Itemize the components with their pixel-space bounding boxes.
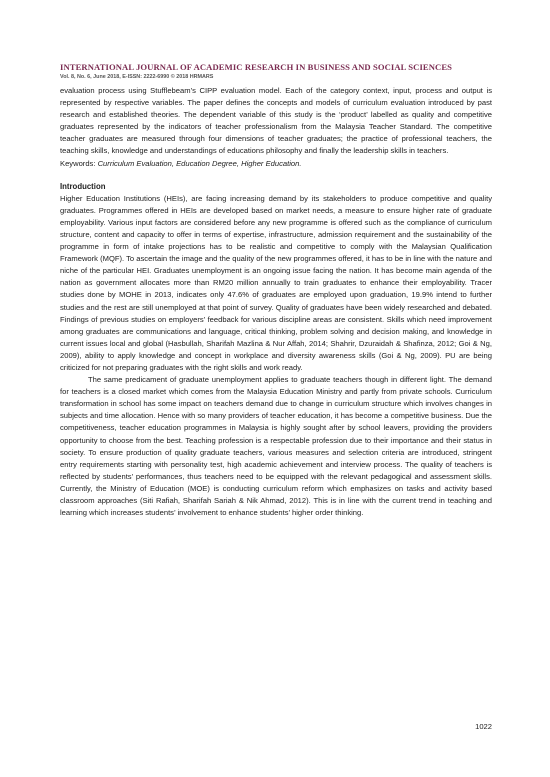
keywords — [60, 158, 492, 170]
page-number: 1022 — [475, 722, 492, 731]
issue-line: Vol. 8, No. 6, June 2018, E-ISSN: 2222-6990 © 2018 HRMARS — [60, 74, 214, 80]
journal-title: INTERNATIONAL JOURNAL OF ACADEMIC RESEARCH IN BUSINESS AND SOCIAL SCIENCES — [60, 62, 453, 72]
section-heading: Introduction — [60, 181, 106, 191]
abstract-continuation: evaluation process using Stufflebeam’s CIPP evaluation model. Each of the category context, input, process and output is represented by respective variables. The paper defines the concepts and models of curriculum evaluation introduced by past research and established theories. The dependent variable of this study is the ‘product’ labelled as quality and competitive graduates represented by the indicators of teacher professionalism from the Malaysia Teacher Standard. The competitive teacher graduates are measured through four dimensions of teacher graduates; the practice of professional teachers, the teaching skills, knowledge and understandings of educations philosophy and finally the leadership skills in teachers. — [60, 86, 492, 156]
keywords-value: Curriculum Evaluation, Education Degree, Higher Education. — [97, 158, 302, 168]
keywords-label: Keywords: — [60, 158, 96, 168]
paragraph-1: Higher Education Institutions (HEIs), are facing increasing demand by its stakeholders to produce competitive and quality graduates. Programmes offered in HEIs are developed based on market needs, a measure to ensure higher rate of graduate employability. Various input factors are considered before any new programme is offered such as the compliance of curriculum structure, content and capacity to offer in terms of expertise, infrastructure, admission requirement and the sustainability of the programme in form of intake projections has to be realistic and competitive to comply with the Malaysian Qualification Framework (MQF). To ascertain the image and the quality of the new programmes offered, it has to be in line with the nature and niche of the particular HEI. Graduates unemployment is an ongoing issue facing the nation. It has become main agenda of the nation as government allocates more than RM20 million annually to train graduates to enhance their employability. Tracer studies done by MOHE in 2013, indicates only 47.6% of graduates are employed upon graduation, 19.9% intend to further studies and the rest are still unemployed at that point of survey. Quality of graduates have been widely researched and debated. Findings of previous studies on employers’ feedback for various discipline areas are consistent. Skills which need improvement among graduates are communications and language, critical thinking, problem solving and decision making, and knowledge in current issues local and global (Hasbullah, Sharifah Mazlina & Nur Affah, 2014; Shahrir, Dzuraidah & Shafinza, 2012; Goi & Ng, 2009), ability to apply knowledge and concept in workplace and diversity awareness skills (Goi & Ng, 2009). PU are being criticized for not preparing graduates with the right skills and work ready. — [60, 193, 492, 372]
paragraph-2: The same predicament of graduate unemployment applies to graduate teachers though in different light. The demand for teachers is a closed market which comes from the Malaysia Education Ministry and partly from private schools. Curriculum transformation in school has some impact on teachers demand due to change in curriculum structure which involves changes in subjects and time allocation. Hence with so many providers of teacher education, it has become a competitive business. Due the competitiveness, teacher education programmes in Malaysia is highly sought after by school leavers, providing the providers opportunity to choose from the best. Teaching profession is a respectable profession due to their importance and their status in society. To ensure production of quality graduate teachers, various measures and selection criteria are introduced, stringent entry requirements starting with personality test, high academic achievement and interview process. The quality of teachers is reflected by students’ performances, thus teachers need to be equipped with the relevant pedagogical and assessment skills. Currently, the Ministry of Education (MOE) is conducting curriculum reform which emphasizes on tasks and activity based classroom approaches (Siti Rafiah, Sharifah Sariah & Nik Ahmad, 2012). This is in line with the current trend in teaching and learning which increases students’ involvement to enhance students’ higher order thinking. — [60, 375, 492, 518]
page-body — [60, 62, 492, 519]
